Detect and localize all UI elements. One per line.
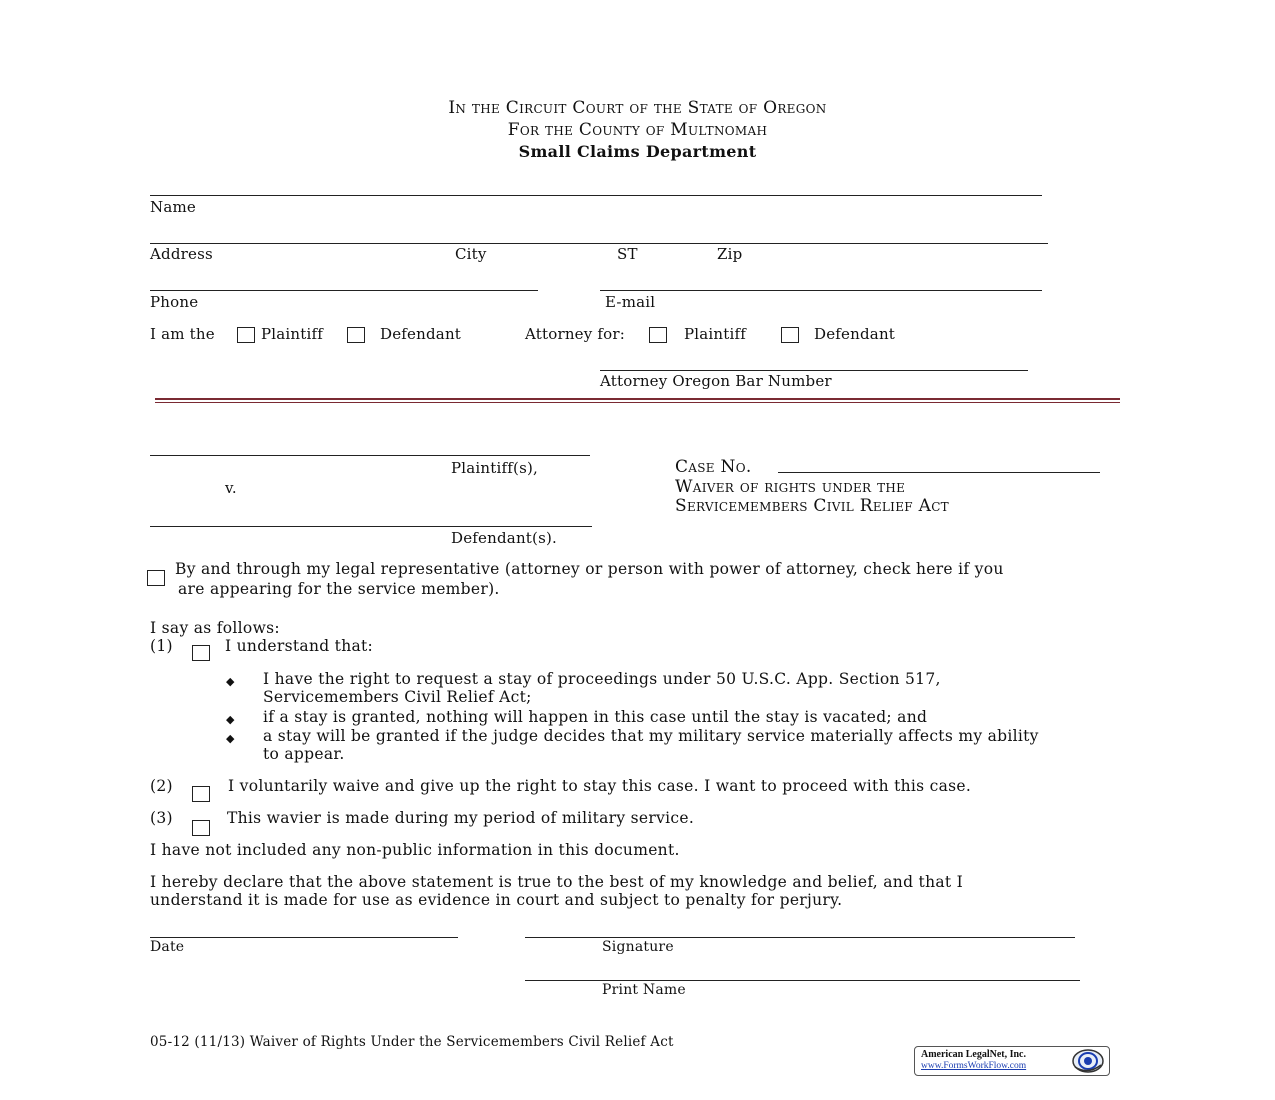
representative-text-line2: are appearing for the service member). (178, 580, 500, 598)
representative-checkbox[interactable] (147, 570, 165, 586)
divider-rule (155, 398, 1120, 400)
document-title-line2: Servicemembers Civil Relief Act (675, 496, 949, 516)
bullet-icon: ◆ (226, 675, 235, 688)
attorney-defendant-checkbox[interactable] (781, 327, 799, 343)
defendants-label: Defendant(s). (451, 529, 557, 547)
zip-label: Zip (717, 245, 743, 263)
bar-number-field[interactable] (600, 370, 1028, 371)
item3-checkbox[interactable] (192, 820, 210, 836)
attorney-plaintiff-checkbox[interactable] (649, 327, 667, 343)
item3-number: (3) (150, 809, 173, 827)
attorney-defendant-label: Defendant (814, 325, 896, 343)
state-label: ST (617, 245, 638, 263)
phone-label: Phone (150, 293, 199, 311)
item1-checkbox[interactable] (192, 645, 210, 661)
plaintiff-label: Plaintiff (261, 325, 324, 343)
email-label: E-mail (605, 293, 656, 311)
bullet-icon: ◆ (226, 713, 235, 726)
plaintiffs-label: Plaintiff(s), (451, 459, 538, 477)
i-am-the-label: I am the (150, 325, 215, 343)
declaration-line2: understand it is made for use as evidence in court and subject to penalty for perjury. (150, 891, 843, 909)
plaintiffs-field[interactable] (150, 455, 590, 456)
declaration-line1: I hereby declare that the above statement is true to the best of my knowledge and belief, and that I (150, 873, 964, 891)
bullet1-line2: Servicemembers Civil Relief Act; (263, 688, 532, 706)
date-label: Date (150, 939, 185, 955)
attorney-plaintiff-label: Plaintiff (684, 325, 747, 343)
case-no-label: Case No. (675, 457, 752, 477)
address-label: Address (150, 245, 213, 263)
bullet1-line1: I have the right to request a stay of proceedings under 50 U.S.C. App. Section 517, (263, 670, 941, 688)
defendant-label: Defendant (380, 325, 462, 343)
name-field[interactable] (150, 195, 1042, 196)
email-field[interactable] (600, 290, 1042, 291)
item2-checkbox[interactable] (192, 786, 210, 802)
plaintiff-checkbox[interactable] (237, 327, 255, 343)
nonpublic-statement: I have not included any non-public information in this document. (150, 841, 680, 859)
intro-text: I say as follows: (150, 619, 280, 637)
item2-number: (2) (150, 777, 173, 795)
globe-icon (1071, 1049, 1105, 1073)
item1-text: I understand that: (225, 637, 374, 655)
address-field[interactable] (150, 243, 1048, 244)
form-id: 05-12 (11/13) Waiver of Rights Under the Servicemembers Civil Relief Act (150, 1034, 674, 1050)
print-name-label: Print Name (602, 982, 686, 998)
bullet-icon: ◆ (226, 732, 235, 745)
case-no-field[interactable] (778, 472, 1100, 473)
defendant-checkbox[interactable] (347, 327, 365, 343)
versus-label: v. (225, 479, 237, 497)
signature-field[interactable] (525, 937, 1075, 938)
publisher-logo (914, 1046, 1110, 1076)
item2-text: I voluntarily waive and give up the right to stay this case. I want to proceed with this case. (228, 777, 972, 795)
defendants-field[interactable] (150, 526, 592, 527)
city-label: City (455, 245, 487, 263)
date-field[interactable] (150, 937, 458, 938)
print-name-field[interactable] (525, 980, 1080, 981)
bullet3-line2: to appear. (263, 745, 345, 763)
bullet3-line1: a stay will be granted if the judge decides that my military service materially affects my ability (263, 727, 1039, 745)
representative-text-line1: By and through my legal representative (attorney or person with power of attorney, check here if you (175, 560, 1004, 578)
signature-label: Signature (602, 939, 674, 955)
name-label: Name (150, 198, 196, 216)
bar-number-label: Attorney Oregon Bar Number (600, 372, 832, 390)
department-title: Small Claims Department (518, 142, 757, 161)
county-title: For the County of Multnomah (507, 120, 768, 140)
item1-number: (1) (150, 637, 173, 655)
divider-rule-thin (155, 402, 1120, 403)
logo-url[interactable]: www.FormsWorkFlow.com (921, 1061, 1027, 1071)
court-title: In the Circuit Court of the State of Oregon (448, 98, 827, 118)
item3-text: This wavier is made during my period of military service. (227, 809, 695, 827)
bullet2-line: if a stay is granted, nothing will happen in this case until the stay is vacated; and (263, 708, 928, 726)
attorney-for-label: Attorney for: (525, 325, 626, 343)
phone-field[interactable] (150, 290, 538, 291)
logo-name: American LegalNet, Inc. (921, 1049, 1026, 1060)
document-title-line1: Waiver of rights under the (675, 477, 906, 497)
